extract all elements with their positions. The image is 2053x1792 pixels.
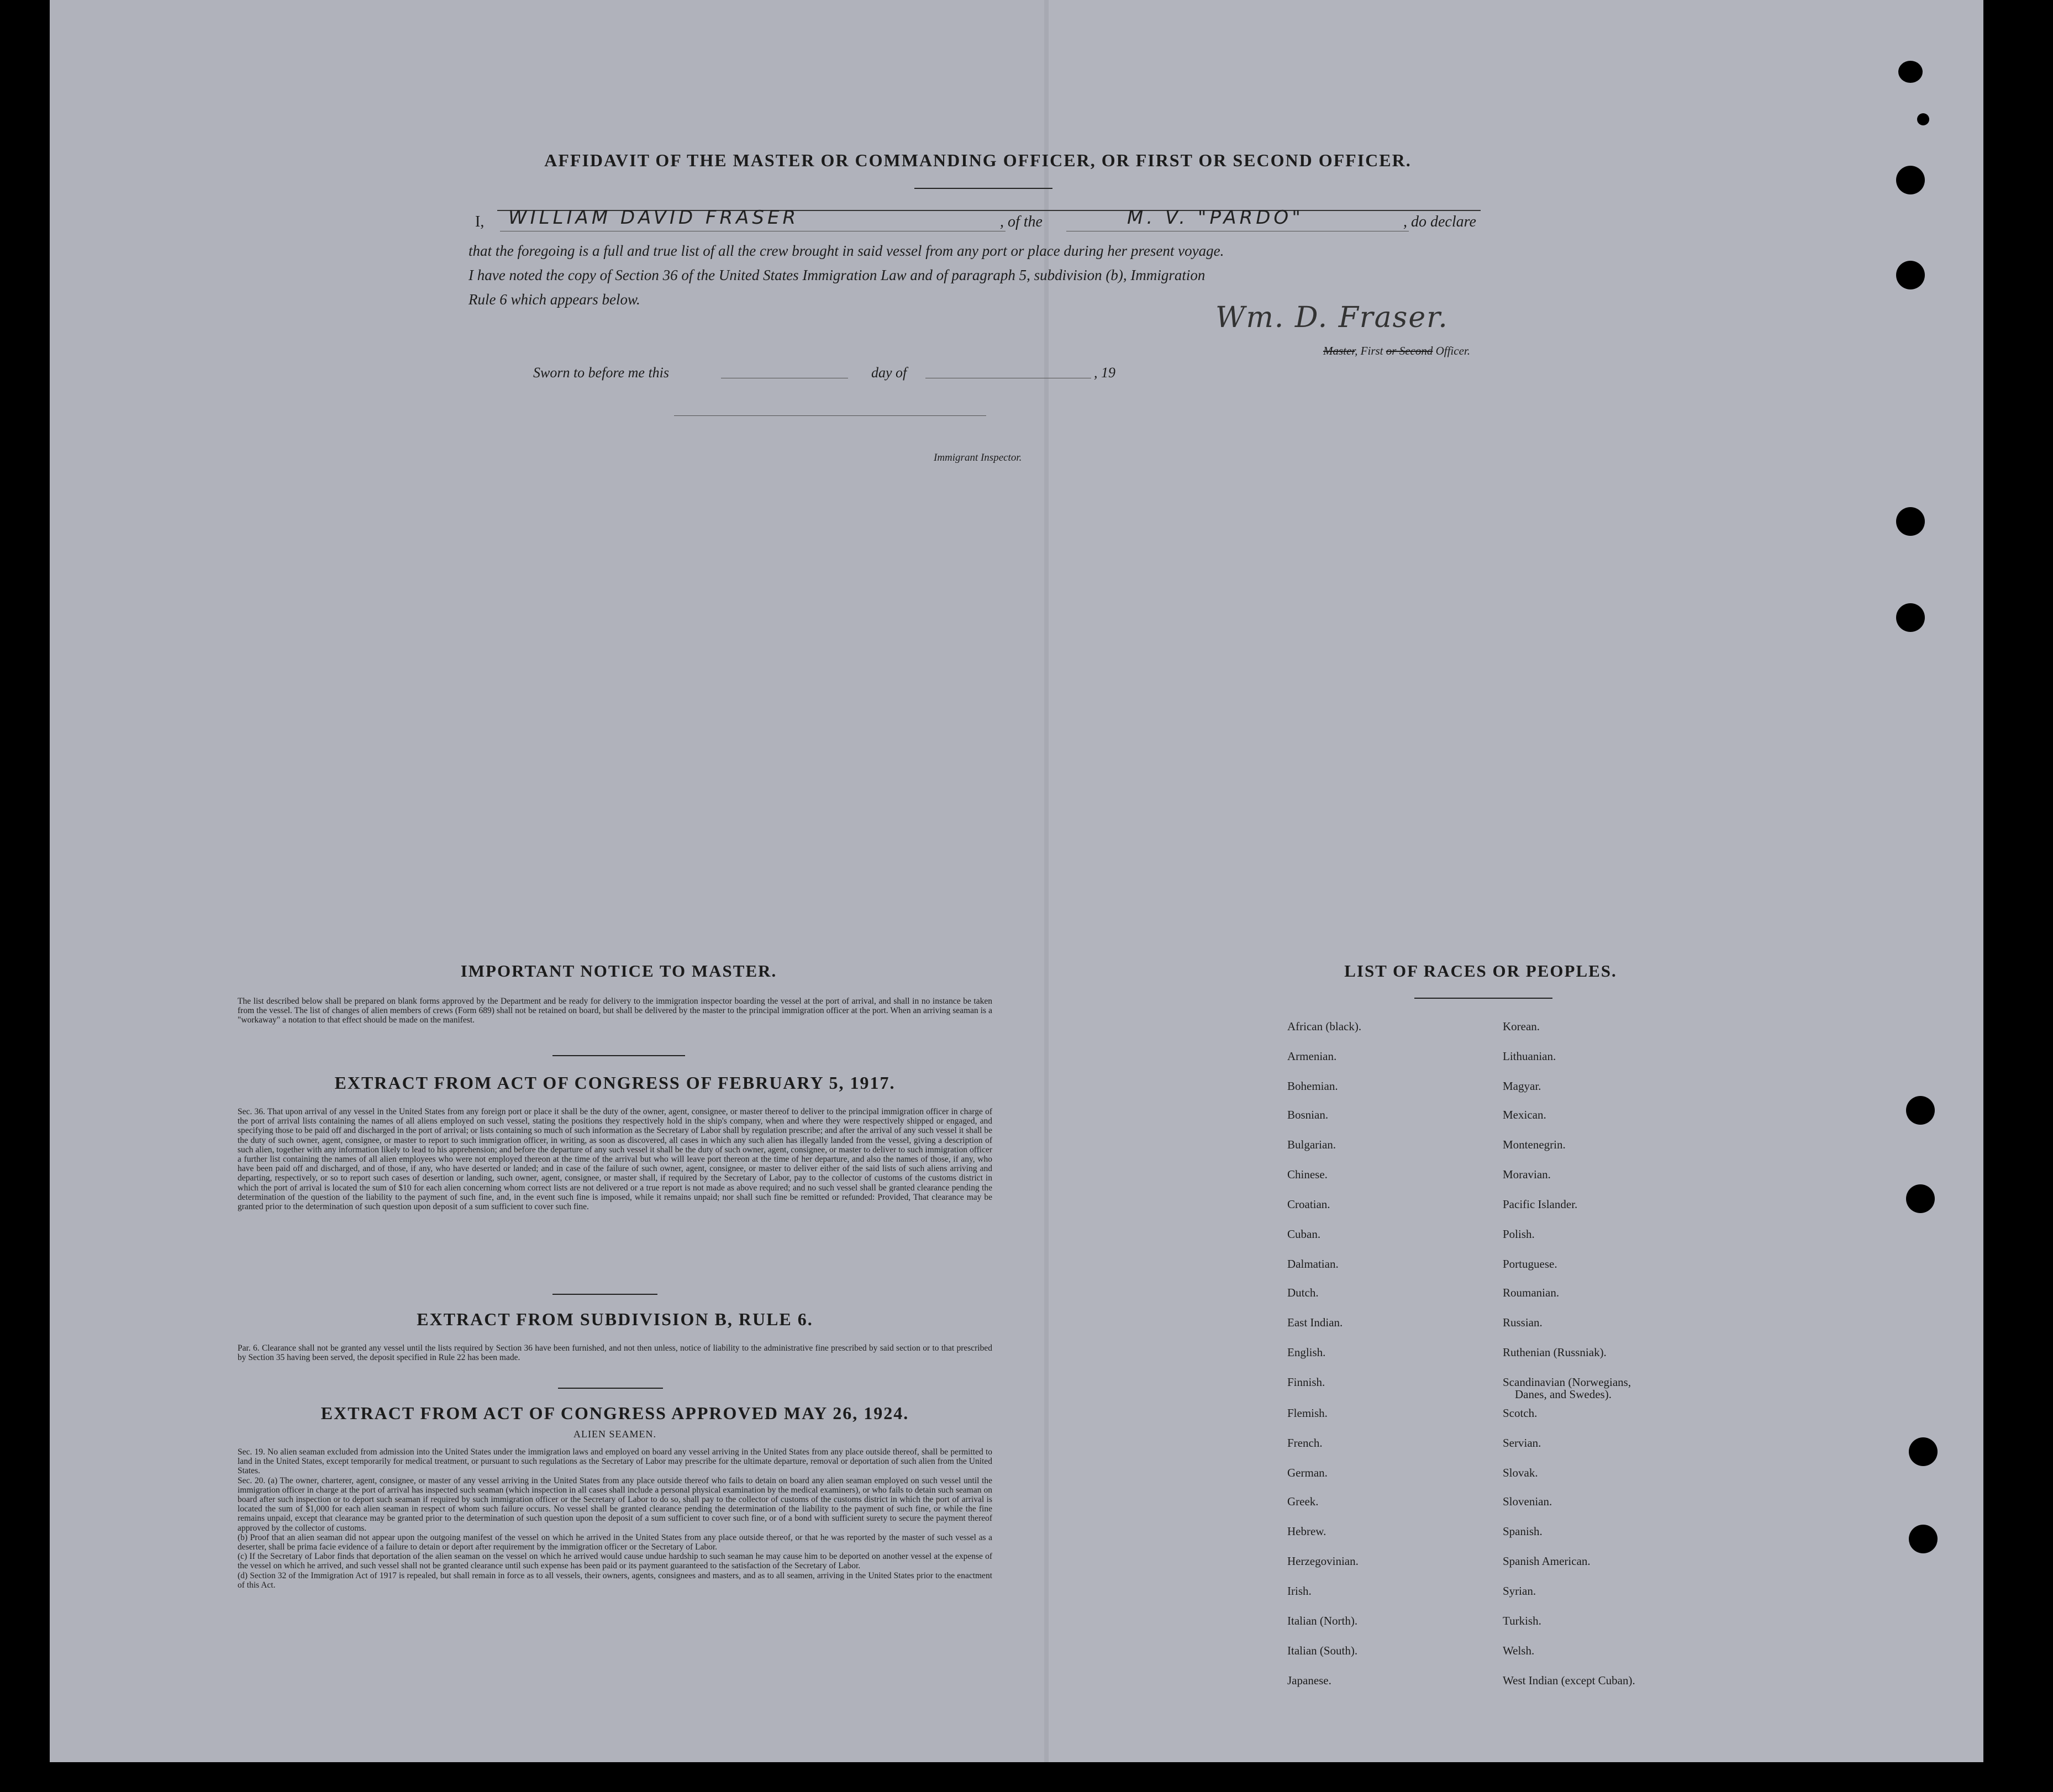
binder-hole <box>1906 1184 1935 1213</box>
race-item: Ruthenian (Russniak). <box>1503 1346 1607 1359</box>
rule6-text: Par. 6. Clearance shall not be granted any vessel until the lists required by Section 36 have been furnished, and not then unless, notice of liability to the administrative fine prescribed by said section or to that prescribed by Section 35 having been served, the deposit specified in Rule 22 has been made. <box>238 1343 992 1363</box>
race-item: Greek. <box>1287 1495 1319 1508</box>
inspector-label: Immigrant Inspector. <box>934 452 1022 463</box>
rule6-rule <box>558 1388 663 1389</box>
race-item: Magyar. <box>1503 1079 1541 1093</box>
race-item: Armenian. <box>1287 1050 1337 1063</box>
race-item: German. <box>1287 1466 1328 1479</box>
binder-hole <box>1896 166 1925 194</box>
ink-speck <box>1917 113 1929 125</box>
caption-officer: Officer. <box>1433 344 1470 357</box>
signature-caption <box>1323 344 1470 358</box>
binder-hole <box>1896 603 1925 632</box>
race-item: Moravian. <box>1503 1168 1551 1181</box>
race-item: English. <box>1287 1346 1326 1359</box>
binder-hole <box>1896 261 1925 289</box>
race-item: Servian. <box>1503 1436 1541 1450</box>
sec20d-text: (d) Section 32 of the Immigration Act of 1917 is repealed, but shall remain in force as to all vessels, their owners, agents, consignees and masters, and as to all seamen, arriving in the United States prior to the enactment of this Act. <box>238 1570 992 1590</box>
race-item: Scandinavian (Norwegians, <box>1503 1375 1631 1389</box>
binder-hole <box>1906 1096 1935 1125</box>
race-item: Syrian. <box>1503 1584 1536 1598</box>
race-item: Italian (South). <box>1287 1644 1358 1657</box>
affidavit-title: AFFIDAVIT OF THE MASTER OR COMMANDING OFFICER, OR FIRST OR SECOND OFFICER. <box>544 150 1412 170</box>
extract1924-subtitle: ALIEN SEAMEN. <box>573 1429 656 1440</box>
race-item: East Indian. <box>1287 1316 1343 1329</box>
declarant-name: WILLIAM DAVID FRASER <box>508 207 799 229</box>
of-the-label: , of the <box>1000 213 1043 230</box>
race-item: Bosnian. <box>1287 1108 1329 1121</box>
officer-signature: Wm. D. Fraser. <box>1215 301 1449 334</box>
race-item: Slovak. <box>1503 1466 1538 1479</box>
race-item: Bohemian. <box>1287 1079 1338 1093</box>
race-item: Spanish. <box>1503 1525 1543 1538</box>
race-item: Lithuanian. <box>1503 1050 1556 1063</box>
race-item: Polish. <box>1503 1227 1535 1241</box>
races-rule <box>1414 998 1552 999</box>
sec20c-text: (c) If the Secretary of Labor finds that deportation of the alien seaman on the vessel on which he arrived would cause undue hardship to such seaman he may cause him to be deported on another vessel at the expense of the vessel on which he arrived, and such vessel shall not be granted clearance until such expense has been paid or its payment guaranteed to the satisfaction of the Secretary of Labor. <box>238 1552 992 1571</box>
race-item: Montenegrin. <box>1503 1138 1566 1151</box>
sworn-line <box>533 365 1152 387</box>
notice-title: IMPORTANT NOTICE TO MASTER. <box>460 961 777 981</box>
extract1917-text: Sec. 36. That upon arrival of any vessel in the United States from any foreign port or place it shall be the duty of the owner, agent, consignee, or master thereof to deliver to the principal immigration officer in charge of the port of arrival lists containing the names of all aliens employed on such vessel, stating the positions they respectively hold in the ship's company, when and where they were respectively shipped or engaged, and specifying those to be paid off and discharged in the port of arrival; or lists containing so much of such information as the Secretary of Labor shall by regulation prescribe; and after the arrival of any such vessel it shall be the duty of such owner, agent, consignee, or master to report to such immigration officer, in writing, as soon as discovered, all cases in which any such alien has illegally landed from the vessel, giving a description of such alien, together with any information likely to lead to his apprehension; and before the departure of any such vessel it shall be the duty of such owner, agent, consignee, or master to deliver to such immigration officer a further list containing the names of all alien employees who were not employed thereon at the time of the arrival but who will leave port thereon at the time of her departure, and also the names of those, if any, who have been paid off and discharged, and of those, if any, who have deserted or landed; and in case of the failure of such owner, agent, consignee, or master to deliver either of the said lists of such aliens arriving and departing, respectively, or so to report such cases of desertion or landing, such owner, agent, consignee, or master shall, if required by the Secretary of Labor, pay to the collector of customs of the customs district in which the port of arrival is located the sum of $10 for each alien concerning whom correct lists are not delivered or a true report is not made as above required; and no such vessel shall be granted clearance pending the determination of the question of the liability to the payment of such fine, and, in the event such fine is imposed, while it remains unpaid; nor shall such fine be remitted or refunded: Provided, That clearance may be granted prior to the determination of such question upon deposit of a sum sufficient to cover such fine. <box>238 1107 992 1212</box>
race-item: Finnish. <box>1287 1375 1325 1389</box>
race-item: French. <box>1287 1436 1323 1450</box>
caption-master: Master <box>1323 344 1355 357</box>
race-item: Russian. <box>1503 1316 1543 1329</box>
declaration-body-line3: Rule 6 which appears below. <box>468 291 640 308</box>
race-item: Korean. <box>1503 1020 1540 1033</box>
race-item: Cuban. <box>1287 1227 1321 1241</box>
extract1917-title: EXTRACT FROM ACT OF CONGRESS OF FEBRUARY 5, 1917. <box>334 1073 896 1093</box>
race-item: Bulgarian. <box>1287 1138 1336 1151</box>
extract1917-rule <box>552 1294 657 1295</box>
notice-rule <box>552 1055 685 1056</box>
notice-text: The list described below shall be prepared on blank forms approved by the Department and be ready for delivery to the immigration inspector boarding the vessel at the port of arrival, and shall in no instance be taken from the vessel. The list of changes of alien members of crews (Form 689) shall not be retained on board, but shall be delivered by the master to the principal immigration officer at the port. When an arriving seaman is a "workaway" a notation to that effect should be made on the manifest. <box>238 997 992 1025</box>
race-item: Irish. <box>1287 1584 1312 1598</box>
race-item: Dutch. <box>1287 1286 1319 1299</box>
race-item: African (black). <box>1287 1020 1362 1033</box>
sworn-label: Sworn to before me this <box>533 365 670 381</box>
extract1924-body <box>238 1447 992 1590</box>
race-item: Scotch. <box>1503 1406 1538 1420</box>
declaration-body-line2: I have noted the copy of Section 36 of the United States Immigration Law and of paragraph 5, subdivision (b), Immigration <box>468 267 1206 283</box>
title-rule <box>914 188 1052 189</box>
extract1924-title: EXTRACT FROM ACT OF CONGRESS APPROVED MAY 26, 1924. <box>320 1403 909 1423</box>
binder-hole <box>1909 1437 1938 1466</box>
race-item-continuation: Danes, and Swedes). <box>1515 1388 1612 1401</box>
inspector-signature-line <box>674 415 986 416</box>
day-of-label: day of <box>871 365 907 381</box>
caption-second: or Second <box>1386 344 1433 357</box>
races-title: LIST OF RACES OR PEOPLES. <box>1344 961 1617 981</box>
race-item: Welsh. <box>1503 1644 1535 1657</box>
race-item: Flemish. <box>1287 1406 1328 1420</box>
declaration-line <box>475 207 1503 238</box>
race-item: Chinese. <box>1287 1168 1328 1181</box>
race-item: Italian (North). <box>1287 1614 1358 1627</box>
year-label: , 19 <box>1094 365 1115 381</box>
race-item: Slovenian. <box>1503 1495 1552 1508</box>
sec19-text: Sec. 19. No alien seaman excluded from admission into the United States under the immigration laws and employed on board any vessel arriving in the United States from any place outside thereof, shall be permitted to land in the United States, except temporarily for medical treatment, or pursuant to such regulations as the Secretary of Labor may prescribe for the ultimate departure, removal or deportation of such alien from the United States. <box>238 1447 992 1476</box>
rule6-title: EXTRACT FROM SUBDIVISION B, RULE 6. <box>417 1309 813 1329</box>
declaration-body-line1: that the foregoing is a full and true list of all the crew brought in said vessel from any port or place during her present voyage. <box>468 243 1224 259</box>
sec20b-text: (b) Proof that an alien seaman did not appear upon the outgoing manifest of the vessel on which he arrived in the United States from any place outside thereof, or that he was reported by the master of such vessel as a deserter, shall be prima facie evidence of a failure to detain or deport after requirement by the immigration officer or the Secretary of Labor. <box>238 1532 992 1552</box>
race-item: Roumanian. <box>1503 1286 1560 1299</box>
binder-hole <box>1896 507 1925 536</box>
race-item: Herzegovinian. <box>1287 1554 1359 1568</box>
sec20a-text: Sec. 20. (a) The owner, charterer, agent, consignee, or master of any vessel arriving in the United States from any place outside thereof who fails to detain on board any alien seaman employed on such vessel until the immigration officer in charge at the port of arrival has inspected such seaman (which inspection in all cases shall include a personal physical examination by the medical examiners), or who fails to detain such seaman on board after such inspection or to deport such seaman if required by such immigration officer or the Secretary of Labor to do so, shall pay to the collector of customs of the customs district in which the port of arrival is located the sum of $1,000 for each alien seaman in respect of whom such failure occurs. No vessel shall be granted clearance pending the determination of the liability to the payment of such fine, or while the fine remains unpaid, except that clearance may be granted prior to the determination of such question upon the deposit of a sum sufficient to cover such fine, or of a bond with sufficient surety to secure the payment thereof approved by the collector of customs. <box>238 1475 992 1533</box>
race-item: Japanese. <box>1287 1674 1331 1687</box>
race-item: Spanish American. <box>1503 1554 1591 1568</box>
do-declare-label: , do declare <box>1403 213 1476 230</box>
caption-first: , First <box>1355 344 1386 357</box>
race-item: Dalmatian. <box>1287 1257 1339 1271</box>
race-item: Pacific Islander. <box>1503 1198 1578 1211</box>
vessel-name: M. V. "PARDO" <box>1127 207 1304 229</box>
race-item: Mexican. <box>1503 1108 1546 1121</box>
binder-hole <box>1898 61 1923 83</box>
i-label: I, <box>475 213 485 230</box>
race-item: Hebrew. <box>1287 1525 1326 1538</box>
race-item: Portuguese. <box>1503 1257 1557 1271</box>
binder-hole <box>1909 1525 1938 1553</box>
race-item: West Indian (except Cuban). <box>1503 1674 1635 1687</box>
race-item: Turkish. <box>1503 1614 1541 1627</box>
race-item: Croatian. <box>1287 1198 1330 1211</box>
